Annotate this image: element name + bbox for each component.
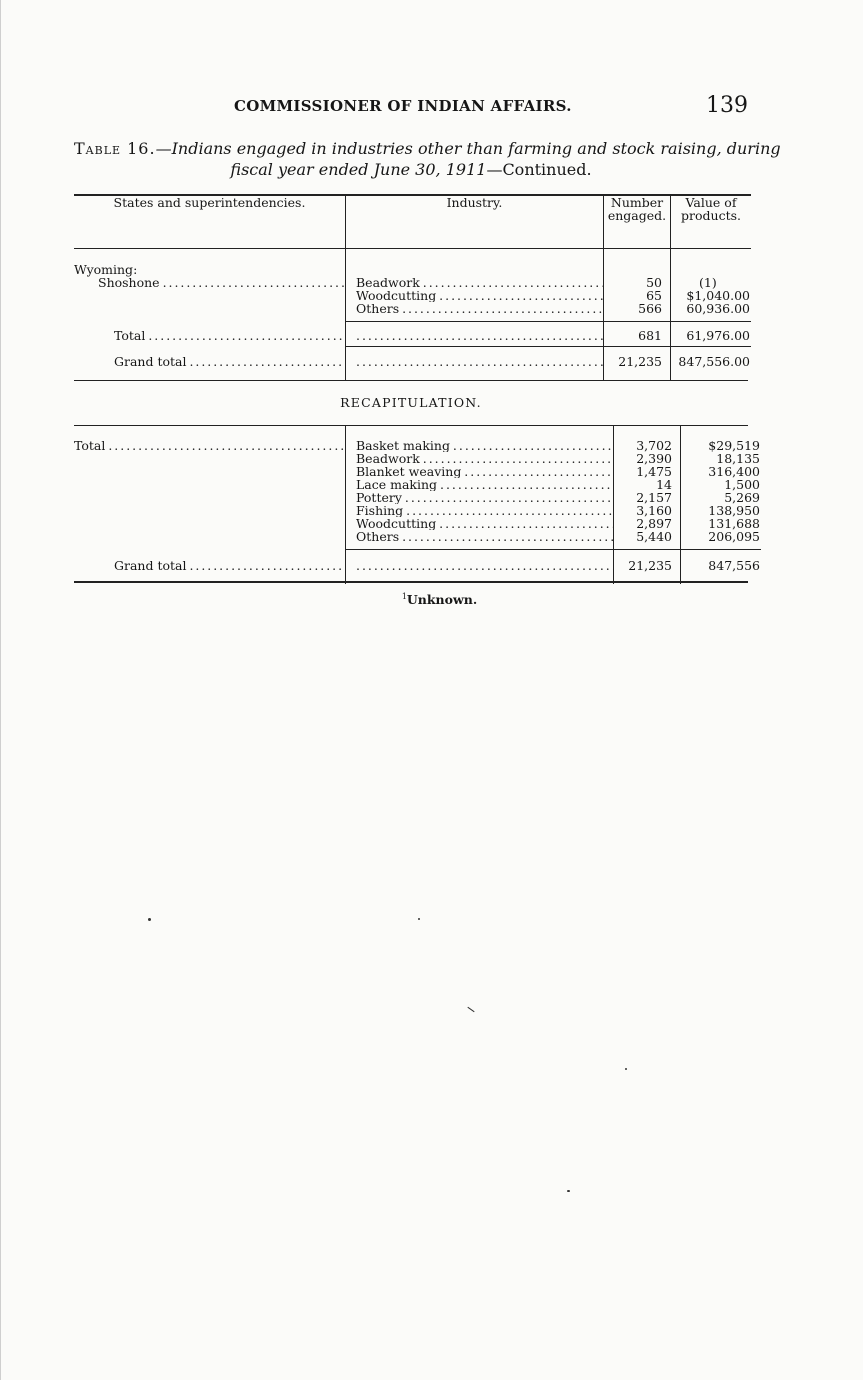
- grand-total-label: Grand total . . .: [74, 355, 345, 368]
- number-cell: 3,160: [636, 503, 672, 518]
- running-header: [1, 93, 863, 121]
- scan-speck: [567, 1190, 570, 1192]
- industry-cell: Blanket weaving . . .: [356, 465, 613, 478]
- industry-cell: Basket making . . .: [356, 439, 613, 452]
- recapitulation-table: [74, 426, 761, 584]
- agency-name: Shoshone . . .: [74, 276, 345, 289]
- page-number: 139: [706, 93, 748, 118]
- grand-total-number: 21,235: [618, 354, 662, 369]
- industry-cell: Lace making . . .: [356, 478, 613, 491]
- number-cell: 2,390: [636, 451, 672, 466]
- footnote-marker: 1: [401, 592, 407, 601]
- value-cell: $1,040.00: [686, 288, 750, 303]
- table-label: Table 16.: [74, 139, 156, 158]
- total-number: 681: [638, 328, 662, 343]
- header-states: States and superintendencies.: [74, 195, 346, 249]
- value-cell: 5,269: [724, 490, 760, 505]
- value-cell: (1): [699, 275, 717, 290]
- industry-cell: Others . . .: [356, 530, 613, 543]
- scan-speck: [625, 1068, 627, 1070]
- industry-cell: Pottery . . .: [356, 491, 613, 504]
- number-cell: 5,440: [636, 529, 672, 544]
- table-row-wyoming: [74, 249, 751, 322]
- header-value: Value of products.: [671, 195, 752, 249]
- scan-speck: [467, 1007, 474, 1012]
- caption-text-line1: —Indians engaged in industries other than farming and stock raising, during: [155, 139, 781, 158]
- industry-cell: Woodcutting . . .: [356, 289, 603, 302]
- industry-cell: Beadwork . . .: [356, 276, 603, 289]
- value-cell: 206,095: [708, 529, 760, 544]
- value-cell: 138,950: [708, 503, 760, 518]
- value-cell: 60,936.00: [686, 301, 750, 316]
- recapitulation-title: RECAPITULATION.: [340, 395, 482, 410]
- recap-row-total: [74, 426, 761, 550]
- industry-cell: Fishing . . .: [356, 504, 613, 517]
- footnote-text: Unknown.: [406, 592, 478, 608]
- industry-cell: Woodcutting . . .: [356, 517, 613, 530]
- table-row-grand-total: [74, 347, 751, 380]
- scan-speck: [418, 918, 420, 920]
- recap-grand-total-label: Grand total . . .: [74, 559, 345, 572]
- grand-total-value: 847,556.00: [678, 354, 750, 369]
- value-cell: $29,519: [708, 438, 760, 453]
- value-cell: 316,400: [708, 464, 760, 479]
- scan-speck: [148, 918, 151, 921]
- caption-suffix: —Continued.: [486, 160, 592, 179]
- value-cell: 1,500: [724, 477, 760, 492]
- table-header-row: [74, 195, 751, 249]
- number-cell: 2,157: [636, 490, 672, 505]
- running-title: COMMISSIONER OF INDIAN AFFAIRS.: [234, 97, 572, 115]
- recap-row-grand-total: [74, 550, 761, 584]
- number-cell: 566: [638, 301, 662, 316]
- industry-cell: Others . . .: [356, 302, 603, 315]
- recap-grand-total-value: 847,556: [708, 558, 760, 573]
- number-cell: 50: [646, 275, 662, 290]
- header-number: Number engaged.: [604, 195, 671, 249]
- total-label: Total . . .: [74, 329, 345, 342]
- industry-cell: Beadwork . . .: [356, 452, 613, 465]
- recap-grand-total-number: 21,235: [628, 558, 672, 573]
- value-cell: 131,688: [708, 516, 760, 531]
- total-value: 61,976.00: [686, 328, 750, 343]
- number-cell: 14: [656, 477, 672, 492]
- number-cell: 3,702: [636, 438, 672, 453]
- footnote: [1, 592, 863, 607]
- caption-text-line2: fiscal year ended June 30, 1911: [230, 160, 487, 179]
- table-bottom-rule: [74, 380, 748, 381]
- state-name: Wyoming:: [74, 262, 138, 277]
- number-cell: 2,897: [636, 516, 672, 531]
- number-cell: 1,475: [636, 464, 672, 479]
- number-cell: 65: [646, 288, 662, 303]
- recap-total-label: Total . . .: [74, 439, 345, 452]
- header-industry: Industry.: [346, 195, 604, 249]
- table-caption: [74, 138, 781, 180]
- recap-bottom-rule: [74, 581, 748, 583]
- value-cell: 18,135: [716, 451, 760, 466]
- table-row-total: [74, 322, 751, 347]
- industries-table: [74, 194, 751, 380]
